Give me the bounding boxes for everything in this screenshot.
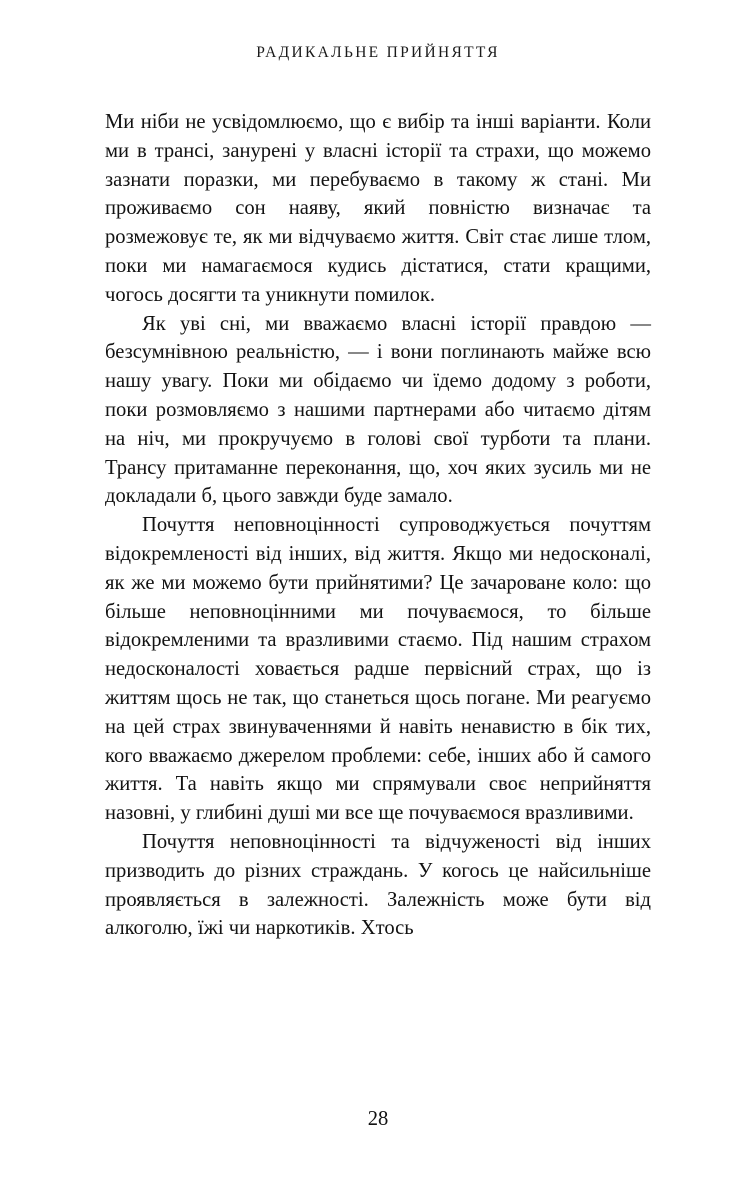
paragraph-3: Почуття неповноцінності супроводжується почуттям відокремленості від інших, від життя. Якщо ми недосконалі, як же ми можемо бути прийнятими? Це зачароване коло: що більше неповноцінними ми почуваємося, то більше відокремленими та вразливими стаємо. Під нашим страхом недосконалості ховається радше первісний страх, що із життям щось не так, що станеться щось погане. Ми реагуємо на цей страх звинуваченнями й навіть ненавистю в бік тих, кого вважаємо джерелом проблеми: себе, інших або й самого життя. Та навіть якщо ми спрямували своє неприйняття назовні, у глибині душі ми все ще почуваємося вразливими.: [105, 514, 651, 825]
page-number: 28: [367, 1108, 389, 1130]
paragraph-1: Ми ніби не усвідомлюємо, що є вибір та інші варіанти. Коли ми в трансі, занурені у власні історії та страхи, що можемо зазнати поразки, ми перебуваємо в такому ж стані. Ми проживаємо сон наяву, який повністю визначає та розмежовує те, як ми відчуваємо життя. Світ стає лише тлом, поки ми намагаємося кудись дістатися, стати кращими, чогось досягти та уникнути помилок.: [105, 111, 651, 306]
paragraph-2: Як уві сні, ми вважаємо власні історії правдою — безсумнівною реальністю, — і вони поглинають майже всю нашу увагу. Поки ми обідаємо чи їдемо додому з роботи, поки розмовляємо з нашими партнерами або читаємо дітям на ніч, ми прокручуємо в голові свої турботи та плани. Трансу притаманне переконання, що, хоч яких зусиль ми не докладали б, цього завжди буде замало.: [105, 312, 651, 508]
paragraph-4: Почуття неповноцінності та відчуженості від інших призводить до різних страждань. У когось це найсильніше проявляється в залежності. Залежність може бути від алкоголю, їжі чи наркотиків. Хтось: [105, 830, 651, 940]
body-text-block: [105, 108, 651, 943]
running-header: РАДИКАЛЬНЕ ПРИЙНЯТТЯ: [256, 44, 500, 61]
